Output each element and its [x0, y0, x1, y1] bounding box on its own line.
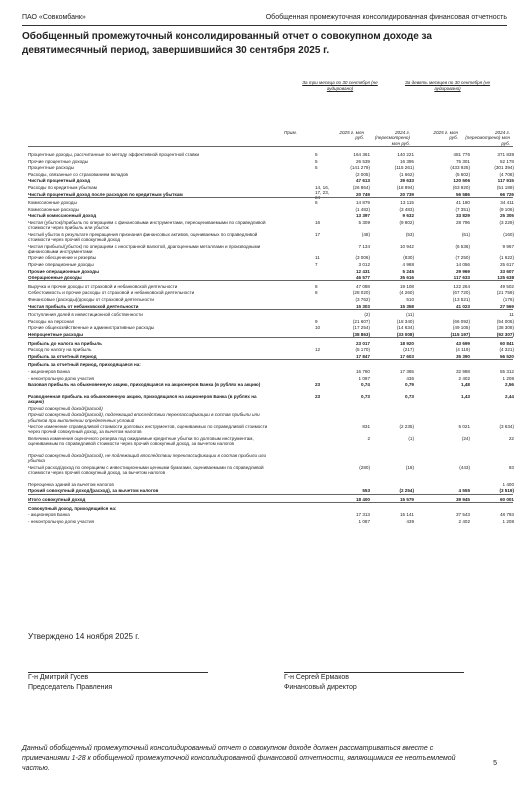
row-value: (24) [461, 436, 470, 441]
row-label: Величина изменения оценочного резерва под ожидаемые кредитные убытки по долговым инструментам, оцениваемым по справедливой стоимости через прочий совокупный доход, за вычетом налогов [28, 436, 254, 447]
row-value: 15 141 [399, 512, 414, 518]
row-value: 18 920 [399, 340, 414, 346]
row-value: (1 622) [499, 255, 514, 261]
row-value: 49 502 [499, 283, 514, 289]
row-value: 39 633 [399, 178, 414, 184]
table-row [28, 232, 513, 242]
row-value: 125 638 [497, 275, 514, 281]
row-value: 0,79 [405, 382, 414, 388]
row-label: Чистая (убыток)/прибыль по операциям с финансовыми инструментами, переоцениваемыми по справедливой стоимости через прибыль или убыток [28, 220, 266, 231]
row-note: 5 [315, 152, 318, 157]
row-value: 2 402 [458, 375, 470, 381]
row-label: Чистый убыток в результате прекращения признания финансовых активов, оцениваемых по справедливой стоимости через прочий совокупный доход [28, 231, 258, 242]
signature-line-cfo [284, 672, 464, 673]
row-label: Переоценка зданий за вычетом налогов [28, 481, 114, 487]
row-label: Выручка и прочие доходы от страховой и небанковской деятельности [28, 283, 178, 289]
row-value: (5 170) [355, 347, 370, 353]
row-value: 43 699 [455, 340, 470, 346]
table-row [28, 347, 513, 352]
row-value: 164 361 [353, 152, 370, 157]
row-label: Прочий совокупный доход/(расход), подлежащий впоследствии переклассификации в состав прибыли или убытков при выполнении определенных условий [28, 412, 260, 423]
row-note: 6 [315, 200, 318, 206]
row-value: (3 006) [355, 255, 370, 261]
row-value: (67 720) [452, 290, 470, 296]
table-row [28, 284, 513, 289]
table-row [28, 453, 513, 463]
row-label: Разводненная прибыль на обыкновенную акцию, приходящаяся на акционеров Банка (в рублях на акцию) [28, 394, 257, 405]
row-note: 9 [315, 318, 318, 324]
table-row [28, 519, 513, 524]
row-label: Процентные доходы, рассчитанные по методу эффективной процентной ставки [28, 152, 200, 157]
row-label: Комиссионные доходы [28, 200, 77, 206]
row-value: 0,73 [405, 394, 414, 399]
table-row [28, 497, 513, 503]
row-value: (21 607) [352, 318, 370, 324]
row-value: 16 760 [355, 369, 370, 374]
row-value: 5 309 [358, 220, 370, 225]
row-label: Прибыль за отчетный период, приходящаяся на: [28, 362, 141, 368]
table-row [28, 341, 513, 346]
row-value: 1 087 [358, 518, 370, 524]
row-note: 8 [315, 283, 318, 289]
row-value: 14 879 [355, 200, 370, 206]
row-value: 1,48 [461, 382, 470, 388]
row-value: 4 988 [402, 262, 414, 267]
signer-name-cfo: Г-н Сергей Ермаков [284, 674, 349, 681]
row-value: 28 796 [455, 220, 470, 225]
row-value: 48 793 [499, 512, 514, 518]
row-value: 22 [508, 436, 514, 441]
table-row [28, 465, 513, 481]
table-row [28, 244, 513, 254]
row-value: (7 351) [455, 206, 470, 212]
table-row [28, 436, 513, 452]
row-value: 56 520 [499, 353, 514, 359]
row-value: 75 301 [455, 158, 470, 164]
row-value: (1) [408, 436, 414, 441]
row-label: Расходы на персонал [28, 318, 75, 324]
table-row [28, 488, 513, 494]
table-row [28, 362, 513, 367]
row-value: (3 519) [499, 488, 514, 494]
row-value: 481 776 [453, 152, 470, 157]
row-value: (2 005) [355, 171, 370, 177]
header-bank-name: ПАО «Совкомбанк» [22, 14, 86, 21]
row-value: 33 607 [499, 268, 514, 274]
row-value: 371 839 [497, 152, 514, 157]
row-value: 120 506 [453, 178, 470, 184]
table-row [28, 269, 513, 274]
row-value: (54 006) [496, 318, 514, 324]
table-row [28, 255, 513, 260]
row-value: (3 483) [399, 206, 414, 212]
row-value: 18 400 [355, 497, 370, 502]
row-value: 35 616 [399, 275, 414, 281]
row-value: (141 279) [350, 165, 370, 171]
row-value: 39 945 [455, 497, 470, 502]
row-value: (66 092) [452, 318, 470, 324]
row-value: 553 [362, 488, 370, 494]
row-note: 5 [315, 165, 318, 171]
row-value: 1,43 [461, 394, 470, 399]
table-row [28, 178, 513, 183]
row-value: (9 106) [499, 206, 514, 212]
table-row [28, 165, 513, 170]
row-value: 27 569 [499, 303, 514, 309]
row-value: 41 180 [455, 200, 470, 206]
row-value: 17 365 [399, 369, 414, 374]
row-label: Прибыль за отчетный период [28, 353, 97, 359]
row-label: Процентные расходы [28, 165, 74, 171]
row-value: (160) [503, 231, 514, 237]
row-label: Прочие процентные доходы [28, 158, 89, 164]
row-value: 32 988 [455, 369, 470, 374]
table-row [28, 369, 513, 374]
row-value: (433 925) [450, 165, 470, 171]
row-label: Прочие обесценение и резервы [28, 255, 97, 261]
row-label: Прочий совокупный доход/(расход), за вычетом налогов [28, 488, 159, 494]
row-label: Расход по налогу на прибыль [28, 347, 92, 353]
row-value: (3 762) [355, 297, 370, 302]
table-row [28, 152, 513, 157]
footer-note: Данный обобщенный промежуточный консолидированный отчет о совокупном доходе должен рассматриваться вместе с примечаниями 1-28 к обобщенной промежуточной консолидированной финансовой отчетности, являющимися ее неотъемлемой частью. [22, 745, 456, 772]
row-note: 23 [315, 394, 321, 399]
row-value: (28 020) [352, 290, 370, 296]
row-value: 19 108 [399, 283, 414, 289]
row-value: 25 617 [499, 262, 514, 267]
row-note: 12 [315, 347, 321, 353]
row-label: Прибыль до налога на прибыль [28, 340, 102, 346]
row-value: (53) [405, 231, 414, 237]
row-value: (14 634) [396, 325, 414, 331]
row-value: (33 008) [396, 332, 414, 337]
header-report-name: Обобщенная промежуточная консолидированная финансовая отчетность [265, 14, 507, 21]
row-value: 16 395 [399, 158, 414, 164]
row-value: 9 632 [402, 213, 414, 219]
row-label: Прочий совокупный доход/(расход), не подлежащий впоследствии переклассификации в состав прибыли или убытка [28, 453, 267, 464]
row-value: 23 017 [355, 340, 370, 346]
row-value: 13 115 [400, 200, 414, 206]
row-value: (11) [406, 312, 414, 318]
row-value: 436 [406, 375, 414, 381]
table-row [28, 482, 513, 487]
row-value: 41 023 [455, 303, 470, 309]
row-value: 4 555 [458, 488, 470, 494]
row-value: 14 056 [455, 262, 470, 267]
row-note: 17 [315, 231, 321, 237]
row-value: 93 [508, 464, 514, 470]
row-value: (49 105) [452, 325, 470, 331]
row-value: 55 312 [499, 369, 514, 374]
row-label: Расходы, связанные со страхованием вкладов [28, 171, 128, 177]
row-value: (63 920) [452, 185, 470, 190]
row-value: (92 307) [496, 332, 514, 337]
row-label: Чистый комиссионный доход [28, 213, 97, 219]
row-value: (51 189) [496, 185, 514, 190]
row-value: 0,73 [361, 394, 370, 399]
row-value: 20 739 [399, 191, 414, 197]
table-row [28, 382, 513, 392]
row-label: - неконтрольную долю участия [28, 375, 95, 381]
row-label: Чистая прибыль/(убыток) по операциям с иностранной валютой, драгоценными металлами и производными финансовыми инструментами [28, 243, 261, 254]
row-value: 1 400 [502, 481, 514, 487]
table-row [28, 354, 513, 360]
row-value: (3 229) [499, 220, 514, 225]
row-value: 12 431 [355, 268, 370, 274]
table-row [28, 207, 513, 212]
row-value: 13 397 [355, 213, 370, 219]
row-label: Поступления долей в инвестиционной собственности [28, 312, 143, 318]
row-value: 37 543 [455, 512, 470, 518]
row-value: 140 221 [397, 152, 414, 157]
column-group-9m [400, 80, 495, 91]
row-label: Прочие общехозяйственные и административные расходы [28, 325, 155, 331]
row-value: (18 894) [396, 185, 414, 190]
row-value: (26 864) [352, 185, 370, 190]
table-row [28, 213, 513, 218]
row-label: Прочие операционные доходы [28, 262, 94, 267]
page-number: 5 [493, 760, 497, 767]
row-value: 33 829 [455, 213, 470, 219]
row-value: (280) [359, 464, 370, 470]
row-value: (17 254) [352, 325, 370, 331]
row-value: 17 603 [399, 353, 414, 359]
row-value: 2 402 [458, 518, 470, 524]
row-value: (2 254) [399, 488, 414, 494]
row-label: Чистое изменение справедливой стоимости долговых инструментов, оцениваемых по справедливой стоимости через прочий совокупный доход, за вычетом налогов [28, 424, 268, 435]
signature-line-chairman [28, 672, 208, 673]
signer-title-cfo: Финансовый директор [284, 684, 357, 691]
row-value: (301 394) [494, 165, 514, 171]
row-value: 117 915 [497, 178, 514, 184]
row-value: (115 197) [450, 332, 470, 337]
row-value: (7 250) [455, 255, 470, 261]
row-label: Чистый расход/доход по операциям с инвестиционными ценными бумагами, оцениваемыми по справедливой стоимости через прочий совокупный доход, за вычетом налогов [28, 464, 264, 475]
row-value: 1 208 [502, 518, 514, 524]
row-value: (4 119) [455, 347, 470, 353]
row-label: Совокупный доход, приходящийся на: [28, 505, 117, 511]
row-value: 2,56 [505, 382, 514, 388]
column-2025-9m: 2025 г. млн руб. [433, 130, 458, 141]
row-value: 2 [367, 436, 370, 441]
row-value: 10 942 [399, 243, 414, 249]
row-value: 35 390 [455, 353, 470, 359]
row-value: (48) [361, 231, 370, 237]
table-row [28, 159, 513, 164]
row-value: (9 802) [399, 220, 414, 225]
row-value: (115 261) [394, 165, 414, 171]
column-group-3m [296, 80, 384, 91]
table-row [28, 172, 513, 177]
header-divider [28, 146, 513, 147]
table-row [28, 325, 513, 330]
row-value: (3 634) [499, 424, 514, 430]
row-value: 439 [406, 518, 414, 524]
row-label: Чистая прибыль от небанковской деятельности [28, 303, 139, 309]
table-row [28, 512, 513, 517]
row-label: Чистый процентный доход [28, 178, 91, 184]
row-note: 7 [315, 262, 318, 267]
row-value: (830) [403, 255, 414, 261]
row-label: Финансовые (расходы)/доходы от страховой деятельности [28, 297, 154, 302]
column-group-3m-label: За три месяца по 30 сентября (не аудировано) [302, 80, 378, 91]
row-value: (5 602) [455, 171, 470, 177]
row-value: (18) [405, 464, 414, 470]
row-value: 0,74 [361, 382, 370, 388]
row-value: (2) [364, 312, 370, 318]
table-row [28, 394, 513, 404]
row-label: Комиссионные расходы [28, 206, 79, 212]
row-value: 122 264 [453, 283, 470, 289]
row-value: 26 539 [355, 158, 370, 164]
row-value: 46 577 [355, 275, 370, 281]
row-value: 5 021 [458, 424, 470, 430]
row-value: 17 313 [355, 512, 370, 518]
table-row [28, 297, 513, 302]
table-row [28, 262, 513, 267]
row-note: 16 [315, 220, 321, 225]
table-row [28, 275, 513, 281]
column-note-header: Прим. [284, 130, 297, 135]
column-2024-9m: 2024 г. (пересмотрено) млн руб. [465, 130, 510, 146]
table-row [28, 220, 513, 230]
table-row [28, 319, 513, 324]
row-label: - неконтрольную долю участия [28, 518, 95, 524]
row-value: 5 245 [402, 268, 414, 274]
column-2024-3m: 2024 г. (пересмотрено) млн руб. [374, 130, 410, 146]
row-value: 60 001 [499, 497, 514, 502]
row-value: 66 726 [499, 191, 514, 197]
row-value: (61) [461, 231, 470, 237]
row-value: (21 759) [496, 290, 514, 296]
row-value: (443) [459, 464, 470, 470]
row-value: 11 [509, 312, 514, 318]
row-value: 7 134 [358, 243, 370, 249]
row-value: 47 613 [355, 178, 370, 184]
page-title: Обобщенный промежуточный консолидированный отчет о совокупном доходе за девятимесячный период, завершившийся 30 сентября 2025 г. [22, 31, 432, 56]
row-value: 1 208 [502, 375, 514, 381]
row-value: (38 308) [496, 325, 514, 331]
row-label: Себестоимость и прочие расходы от страховой и небанковской деятельности [28, 290, 195, 296]
row-label: Чистый процентный доход после расходов по кредитным убыткам [28, 191, 183, 197]
table-row [28, 332, 513, 338]
table-row [28, 406, 513, 411]
row-value: 20 749 [355, 191, 370, 197]
row-value: 9 967 [502, 243, 514, 249]
row-value: 29 969 [455, 268, 470, 274]
table-row [28, 376, 513, 381]
row-value: (4 321) [499, 347, 514, 353]
row-value: 117 633 [453, 275, 470, 281]
row-value: (1 482) [355, 206, 370, 212]
row-label: Итого совокупный доход [28, 497, 86, 502]
row-label: Расходы по кредитным убыткам [28, 185, 97, 190]
row-label: Непроцентные расходы [28, 332, 84, 337]
row-value: (4 260) [399, 290, 414, 296]
row-value: 34 411 [500, 200, 514, 206]
row-value: 47 088 [355, 283, 370, 289]
row-value: 3 012 [358, 262, 370, 267]
row-value: (2 235) [399, 424, 414, 430]
row-note: 5 [315, 158, 318, 164]
table-row [28, 200, 513, 205]
signer-title-chairman: Председатель Правления [28, 684, 113, 691]
row-label: Базовая прибыль на обыкновенную акцию, приходящаяся на акционеров Банка (в рублях на акцию) [28, 382, 261, 388]
table-row [28, 290, 513, 295]
row-note: 10 [315, 325, 321, 331]
row-value: (6 536) [455, 243, 470, 249]
approval-text: Утверждено 14 ноября 2025 г. [28, 632, 140, 641]
row-value: 510 [406, 297, 414, 302]
row-value: 1 087 [358, 375, 370, 381]
column-group-9m-label: За девять месяцев по 30 сентября (не аудировано) [404, 80, 491, 91]
row-value: (217) [403, 347, 414, 353]
table-row [28, 192, 513, 198]
row-value: (38 863) [352, 332, 370, 337]
row-value: 60 841 [499, 340, 514, 346]
row-value: (1 662) [399, 171, 414, 177]
row-note: 23 [315, 382, 321, 388]
row-value: 17 847 [355, 353, 370, 359]
row-note: 11 [315, 255, 320, 261]
table-row [28, 424, 513, 434]
row-label: - акционеров Банка [28, 512, 70, 518]
row-value: (4 708) [499, 171, 514, 177]
row-value: 15 303 [355, 303, 370, 309]
page-header [22, 14, 507, 26]
row-value: 15 358 [399, 303, 414, 309]
table-row [28, 304, 513, 310]
row-note: 14, 16, 17, 23, 24 [315, 185, 330, 201]
row-value: 15 579 [399, 497, 414, 502]
row-value: 25 305 [499, 213, 514, 219]
row-label: Прочий совокупный доход/(расход) [28, 405, 103, 411]
column-2025-3m: 2025 г. млн руб. [339, 130, 364, 141]
signer-name-chairman: Г-н Дмитрий Гусев [28, 674, 89, 681]
row-value: 831 [362, 424, 370, 430]
row-value: 2,44 [505, 394, 514, 399]
row-value: 56 586 [455, 191, 470, 197]
row-value: (176) [503, 297, 514, 302]
table-row [28, 312, 513, 317]
table-row [28, 506, 513, 511]
row-value: 52 178 [499, 158, 514, 164]
row-value: (18 340) [396, 318, 414, 324]
row-label: - акционеров Банка [28, 369, 70, 374]
table-row [28, 412, 513, 422]
row-note: 8 [315, 290, 318, 296]
row-label: Операционные доходы [28, 275, 82, 281]
row-value: (13 521) [452, 297, 470, 302]
row-label: Прочие операционные доходы [28, 268, 100, 274]
